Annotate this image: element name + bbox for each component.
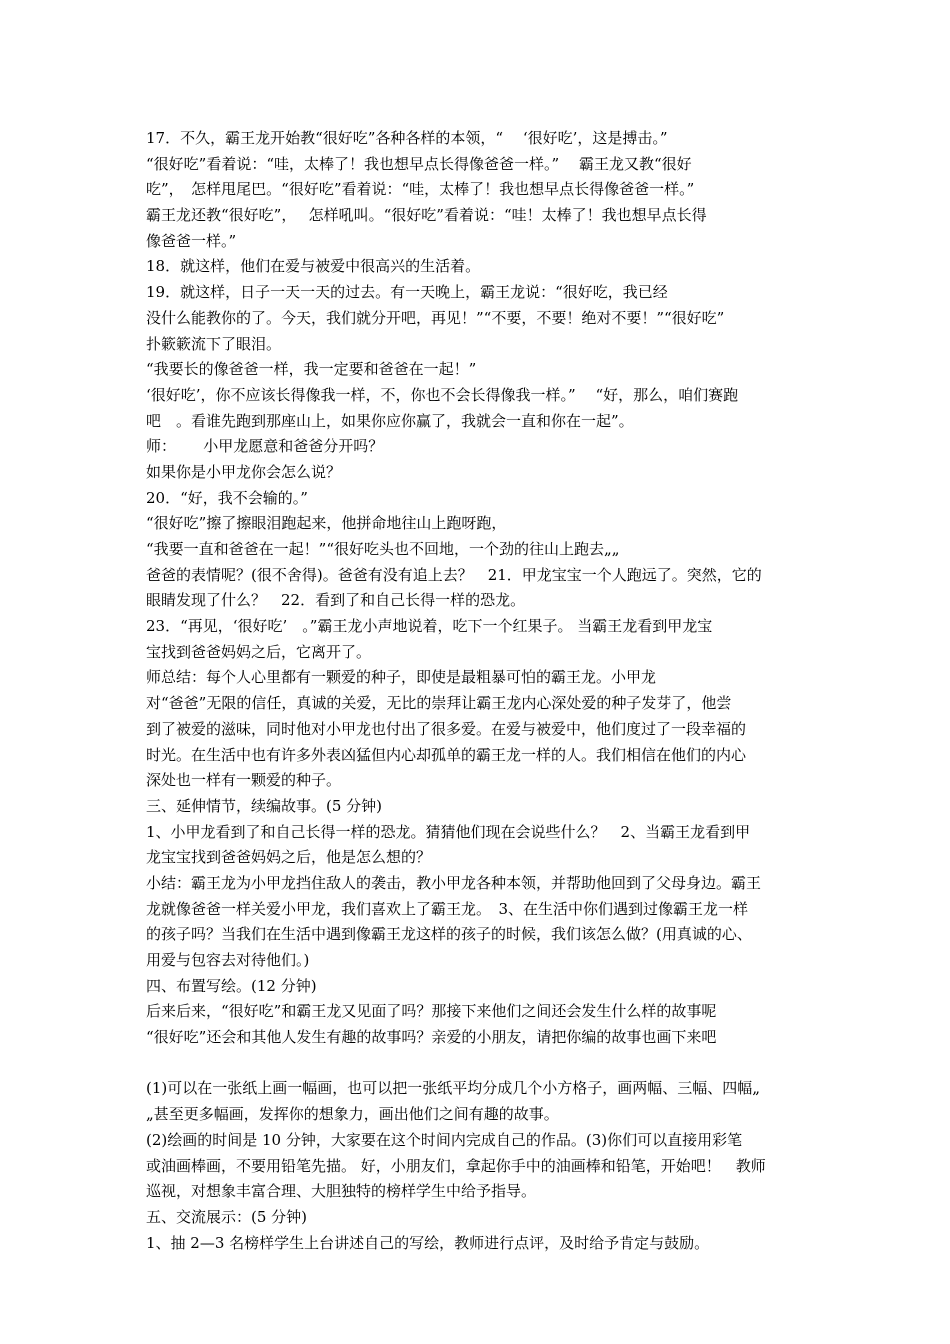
- text-line: 扑簌簌流下了眼泪。: [146, 334, 282, 353]
- text-line: 后来后来，“很好吃”和霸王龙又见面了吗？那接下来他们之间还会发生什么样的故事呢: [146, 1002, 717, 1021]
- text-line: 23．“再见，‘很好吃’ 。”霸王龙小声地说着，吃下一个红果子。 当霸王龙看到甲龙宝: [146, 617, 713, 636]
- text-line: 巡视，对想象丰富合理、大胆独特的榜样学生中给予指导。: [146, 1182, 537, 1201]
- text-line: 时光。在生活中也有许多外表凶猛但内心却孤单的霸王龙一样的人。我们相信在他们的内心: [146, 745, 747, 764]
- text-line: 18．就这样，他们在爱与被爱中很高兴的生活着。: [146, 257, 481, 276]
- text-line: 龙宝宝找到爸爸妈妈之后，他是怎么想的？: [146, 848, 432, 867]
- text-line: 像爸爸一样。”: [146, 231, 237, 250]
- text-line: 爸爸的表情呢？(很不舍得)。爸爸有没有追上去？ 21．甲龙宝宝一个人跑远了。突然，它的: [146, 565, 762, 584]
- text-line: 的孩子吗？当我们在生活中遇到像霸王龙这样的孩子的时候，我们该怎么做？(用真诚的心、: [146, 925, 752, 944]
- text-line: “我要长的像爸爸一样，我一定要和爸爸在一起！”: [146, 360, 477, 379]
- text-line: 17．不久，霸王龙开始教“很好吃”各种各样的本领，“ ‘很好吃’，这是搏击。”: [146, 129, 668, 147]
- text-line: 小结：霸王龙为小甲龙挡住敌人的袭击，教小甲龙各种本领，并帮助他回到了父母身边。霸王: [146, 873, 762, 892]
- text-line: 眼睛发现了什么？ 22．看到了和自己长得一样的恐龙。: [146, 591, 526, 610]
- text-line: 如果你是小甲龙你会怎么说？: [146, 462, 342, 481]
- text-line: [146, 1051, 812, 1077]
- text-line: (1)可以在一张纸上画一幅画，也可以把一张纸平均分成几个小方格子，画两幅、三幅、四幅„: [146, 1079, 761, 1098]
- text-line: 霸王龙还教“很好吃”， 怎样吼叫。“很好吃”看着说：“哇！太棒了！我也想早点长得: [146, 206, 707, 225]
- text-line: 用爱与包容去对待他们。): [146, 951, 310, 969]
- text-line: 深处也一样有一颗爱的种子。: [146, 771, 342, 790]
- text-line: 五、交流展示：(5 分钟): [146, 1207, 308, 1226]
- text-line: 1、抽 2—3 名榜样学生上台讲述自己的写绘，教师进行点评，及时给予肯定与鼓励。: [146, 1233, 710, 1252]
- text-line: “很好吃”还会和其他人发生有趣的故事吗？亲爱的小朋友，请把你编的故事也画下来吧: [146, 1028, 717, 1047]
- text-line: 四、布置写绘。(12 分钟): [146, 976, 317, 995]
- text-line: 20．“好，我不会输的。”: [146, 488, 308, 507]
- text-line: 龙就像爸爸一样关爱小甲龙，我们喜欢上了霸王龙。 3、在生活中你们遇到过像霸王龙一样: [146, 899, 749, 918]
- text-line: 1、小甲龙看到了和自己长得一样的恐龙。猜猜他们现在会说些什么？ 2、当霸王龙看到甲: [146, 822, 751, 841]
- text-line: 或油画棒画，不要用铅笔先描。 好，小朋友们，拿起你手中的油画棒和铅笔，开始吧！ 教师: [146, 1156, 766, 1175]
- text-line: 到了被爱的滋味，同时他对小甲龙也付出了很多爱。在爱与被爱中，他们度过了一段幸福的: [146, 719, 747, 738]
- text-line: “我要一直和爸爸在一起！”“很好吃头也不回地，一个劲的往山上跑去„„: [146, 540, 620, 558]
- text-line: 19．就这样，日子一天一天的过去。有一天晚上，霸王龙说：“很好吃，我已经: [146, 283, 668, 302]
- text-line: 三、延伸情节，续编故事。(5 分钟): [146, 796, 383, 815]
- text-line: 师： 小甲龙愿意和爸爸分开吗？: [146, 437, 384, 456]
- text-line: 没什么能教你的了。今天，我们就分开吧，再见！”“不要，不要！绝对不要！”“很好吃”: [146, 308, 725, 327]
- text-line: 对“爸爸”无限的信任，真诚的关爱，无比的崇拜让霸王龙内心深处爱的种子发芽了，他尝: [146, 694, 732, 713]
- document-body: [146, 126, 812, 1256]
- text-line: ‘很好吃’，你不应该长得像我一样，不，你也不会长得像我一样。” “好，那么，咱们赛跑: [146, 385, 739, 404]
- text-line: (2)绘画的时间是 10 分钟，大家要在这个时间内完成自己的作品。(3)你们可以直接用彩笔: [146, 1130, 743, 1149]
- text-line: 宝找到爸爸妈妈之后，它离开了。: [146, 642, 372, 661]
- text-line: „甚至更多幅画，发挥你的想象力，画出他们之间有趣的故事。: [146, 1105, 559, 1124]
- text-line: “很好吃”擦了擦眼泪跑起来，他拼命地往山上跑呀跑，: [146, 514, 507, 533]
- text-line: 吧 。看谁先跑到那座山上，如果你应你赢了，我就会一直和你在一起”。: [146, 411, 634, 430]
- text-line: “很好吃”看着说：“哇，太棒了！我也想早点长得像爸爸一样。” 霸王龙又教“很好: [146, 154, 692, 173]
- text-line: 吃”， 怎样甩尾巴。“很好吃”看着说：“哇，太棒了！我也想早点长得像爸爸一样。”: [146, 180, 695, 199]
- text-line: 师总结：每个人心里都有一颗爱的种子，即使是最粗暴可怕的霸王龙。小甲龙: [146, 668, 657, 687]
